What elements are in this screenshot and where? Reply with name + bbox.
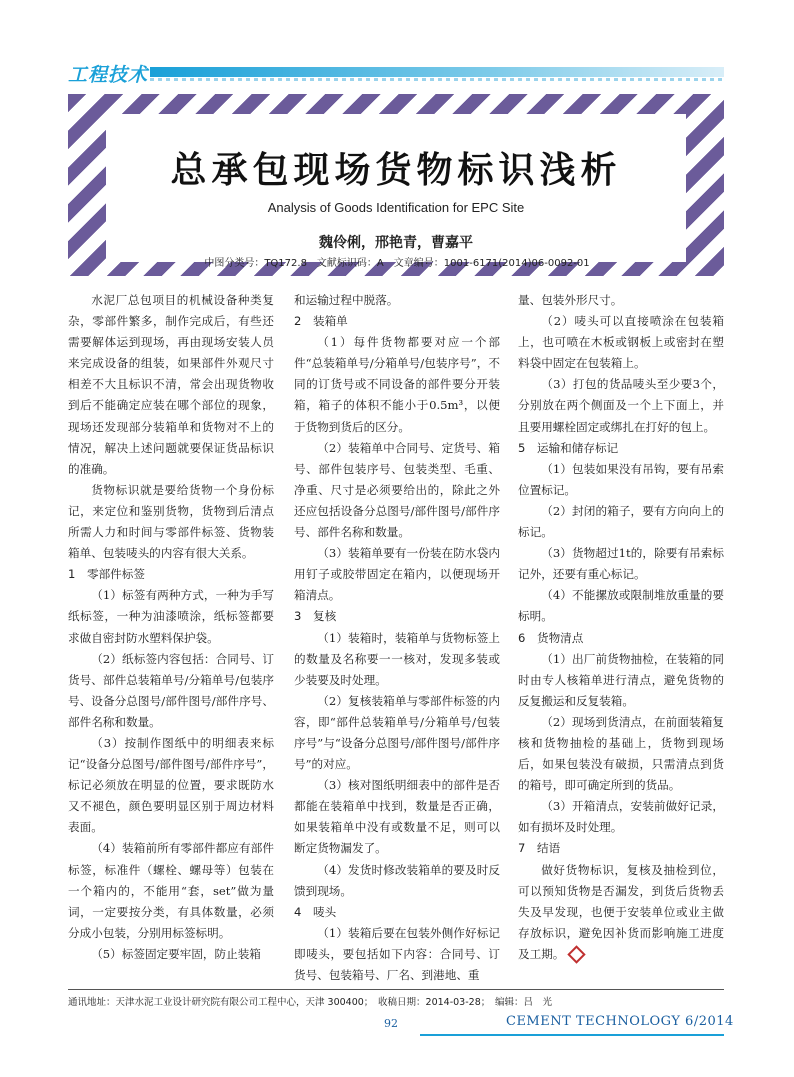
- section-tag: 工程技术: [68, 64, 149, 86]
- paragraph-text: （3）装箱单要有一份装在防水袋内用钉子或胶带固定在箱内，以便现场开箱清点。: [294, 546, 500, 603]
- paragraph-text: （2）装箱单中合同号、定货号、箱号、部件包装序号、包装类型、毛重、净重、尺寸是必须要给出的，除此之外还应包括设备分总图号/部件图号/部件序号、部件名称和数量。: [294, 440, 500, 540]
- paragraph-text: （1）包装如果没有吊钩，要有吊索位置标记。: [518, 461, 724, 497]
- paragraph-text: （3）开箱清点，安装前做好记录，如有损坏及时处理。: [518, 799, 724, 835]
- paragraph-text: 量、包装外形尺寸。: [518, 293, 623, 307]
- paragraph: [68, 649, 274, 733]
- paragraph-text: （1）出厂前货物抽检，在装箱的同时由专人核箱单进行清点，避免货物的反复搬运和反复装箱。: [518, 651, 724, 708]
- page-number: 92: [384, 1017, 398, 1030]
- paragraph-text: 货物标识就是要给货物一个身份标记，来定位和鉴别货物，货物到后清点所需人力和时间与零部件标签、货物装箱单、包装唛头的内容有很大关系。: [68, 482, 274, 561]
- paragraph: [518, 585, 724, 627]
- end-mark-icon: [568, 946, 586, 964]
- paragraph-text: 和运输过程中脱落。: [294, 293, 399, 307]
- paragraph-text: （4）发货时修改装箱单的要及时反馈到现场。: [294, 862, 500, 898]
- paragraph: [294, 290, 500, 311]
- paragraph-text: （1）标签有两种方式，一种为手写纸标签，一种为油漆喷涂，纸标签都要求做自密封防水塑料保护袋。: [68, 588, 274, 645]
- authors: 魏伶俐，邢艳青，曹嘉平: [319, 235, 473, 251]
- paragraph: [68, 733, 274, 838]
- header-dots: [150, 78, 724, 81]
- paragraph: [518, 459, 724, 501]
- paragraph-text: （5）标签固定要牢固，防止装箱: [91, 946, 261, 961]
- paragraph-text: （3）按制作图纸中的明细表来标记“设备分总图号/部件图号/部件序号”，标记必须放在明显的位置，要求既防水又不褪色，颜色要明显区别于周边材料表面。: [68, 735, 274, 835]
- paragraph-text: （1）装箱时，装箱单与货物标签上的数量及名称要一一核对，发现多装或少装要及时处理。: [294, 630, 500, 687]
- paragraph: [294, 543, 500, 606]
- paragraph-text: （1）每件货物都要对应一个部件“总装箱单号/分箱单号/包装序号”，不同的订货号或不同设备的部件要分开装箱，箱子的体积不能小于0.5m³，以便于货物到货后的区分。: [294, 335, 500, 434]
- title-banner: [68, 94, 724, 276]
- paragraph-text: （3）核对图纸明细表中的部件是否都能在装箱单中找到，数量是否正确，如果装箱单中没有或数量不足，则可以断定货物漏发了。: [294, 778, 500, 856]
- text-column-1: [68, 290, 274, 965]
- section-heading: [294, 902, 500, 923]
- paragraph: [518, 311, 724, 374]
- paragraph-text: （3）货物超过1t的，除要有吊索标记外，还要有重心标记。: [518, 546, 724, 582]
- heading-text: 6 货物清点: [518, 630, 584, 645]
- paragraph-text: （4）装箱前所有零部件都应有部件标签，标准件（螺栓、螺母等）包装在一个箱内的，不能用“套，set”做为量词，一定要按分类，有具体数量，必须分成小包装，分别用标签标明。: [68, 841, 274, 940]
- paragraph: [68, 838, 274, 943]
- article-title-english: Analysis of Goods Identification for EPC Site: [267, 200, 525, 215]
- section-heading: [518, 628, 724, 649]
- heading-text: 4 唛头: [294, 904, 337, 919]
- paragraph: [518, 374, 724, 437]
- paragraph-text: 做好货物标识，复核及抽检到位，可以预知货物是否漏发，到货后货物丢失及早发现，也便于安装单位或业主做存放标识，避免因补货而影响施工进度及工期。: [518, 862, 724, 961]
- paragraph: [68, 480, 274, 564]
- paragraph: [518, 543, 724, 585]
- paragraph: [518, 712, 724, 796]
- heading-text: 2 装箱单: [294, 314, 348, 329]
- paragraph: [294, 860, 500, 902]
- paragraph: [518, 796, 724, 838]
- title-box: [106, 114, 686, 262]
- paragraph-text: （2）封闭的箱子，要有方向向上的标记。: [518, 503, 724, 540]
- heading-text: 5 运输和储存标记: [518, 440, 619, 455]
- paragraph-text: （4）不能摞放或限制堆放重量的要标明。: [518, 588, 724, 624]
- paragraph: [518, 290, 724, 311]
- paragraph-text: （2）唛头可以直接喷涂在包装箱上，也可喷在木板或钢板上或密封在塑料袋中固定在包装箱上。: [518, 314, 724, 371]
- article-title: 总承包现场货物标识浅析: [170, 150, 622, 191]
- paragraph-text: 水泥厂总包项目的机械设备种类复杂，零部件繁多，制作完成后，有些还需要解体运到现场，再由现场安装人员来完成设备的组装，如果部件外观尺寸相差不大且标识不清，常会出现货物收到后不能确定应装在哪个部位的现象，现场还发现部分装箱单和货物对不上的情况，解决上述问题就要保证货品标识的准确。: [68, 293, 274, 476]
- section-heading: [68, 564, 274, 585]
- footer-rule: [68, 989, 724, 990]
- footer-bar: [420, 1034, 724, 1036]
- heading-text: 1 零部件标签: [68, 567, 145, 582]
- paragraph: [294, 775, 500, 859]
- classification-line: 中图分类号：TQ172.8 文献标识码：A 文章编号：1001-6171(2014)06-0092-01: [204, 258, 590, 269]
- paragraph-text: （1）装箱后要在包装外侧作好标记即唛头，要包括如下内容：合同号、订货号、包装箱号、厂名、到港地、重: [294, 925, 500, 982]
- section-heading: [518, 838, 724, 859]
- journal-name: CEMENT TECHNOLOGY 6/2014: [506, 1014, 734, 1029]
- paragraph: [68, 585, 274, 648]
- paragraph-text: （2）纸标签内容包括：合同号、订货号、部件总装箱单号/分箱单号/包装序号、设备分总图号/部件图号/部件序号、部件名称和数量。: [68, 651, 274, 729]
- paragraph: [518, 501, 724, 543]
- heading-text: 7 结语: [518, 841, 561, 856]
- paragraph: [518, 860, 724, 965]
- section-heading: [518, 438, 724, 459]
- paragraph: [294, 332, 500, 437]
- paragraph: [294, 691, 500, 775]
- paragraph-text: （3）打包的货品唛头至少要3个，分别放在两个侧面及一个上下面上，并且要用螺栓固定或绑扎在打好的包上。: [518, 377, 724, 434]
- section-heading: [294, 606, 500, 627]
- footer-note: 通讯地址：天津水泥工业设计研究院有限公司工程中心，天津 300400； 收稿日期：2014-03-28； 编辑：吕 光: [68, 997, 552, 1008]
- paragraph-text: （2）现场到货清点，在前面装箱复核和货物抽检的基础上，货物到现场后，如果包装没有破损，只需清点到货的箱号，即可确定所到的货品。: [518, 714, 724, 793]
- section-heading: [294, 311, 500, 332]
- paragraph: [68, 290, 274, 480]
- paragraph: [294, 438, 500, 543]
- paragraph: [294, 923, 500, 986]
- paragraph: [68, 944, 274, 965]
- paragraph-text: （2）复核装箱单与零部件标签的内容，即“部件总装箱单号/分箱单号/包装序号”与“设备分总图号/部件图号/部件序号”的对应。: [294, 693, 500, 772]
- text-column-3: [518, 290, 724, 965]
- heading-text: 3 复核: [294, 609, 337, 624]
- paragraph: [294, 628, 500, 691]
- paragraph: [518, 649, 724, 712]
- text-column-2: [294, 290, 500, 986]
- header-bar: [150, 67, 724, 77]
